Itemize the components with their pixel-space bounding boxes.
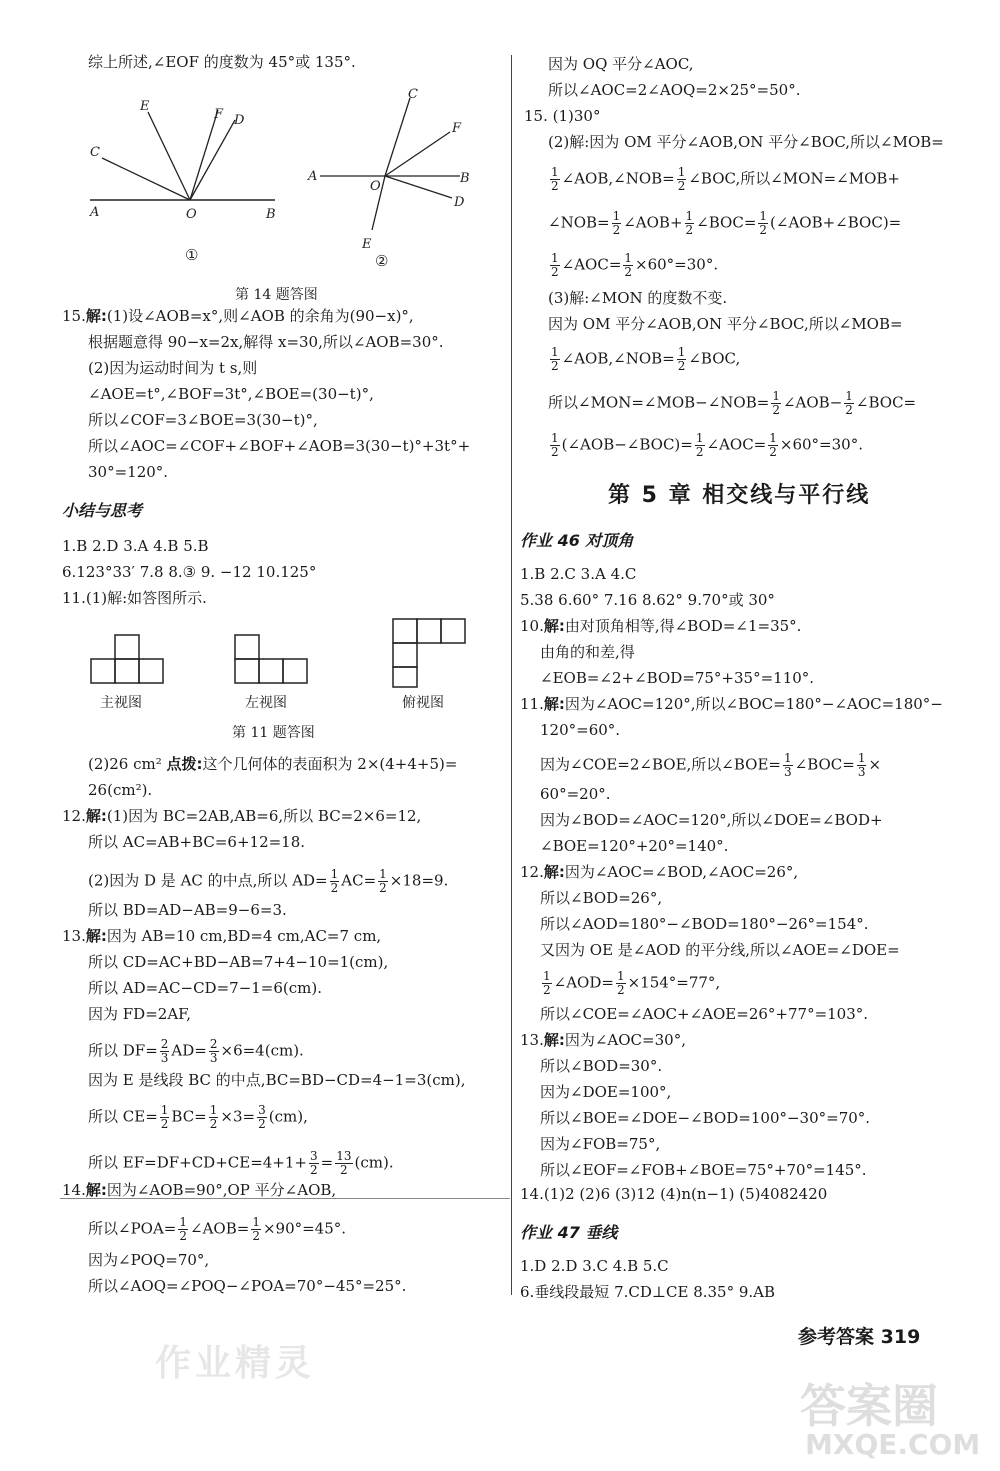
label-f2: F <box>452 121 462 136</box>
view-label-front: 主视图 <box>100 695 142 711</box>
page-number: 319 <box>880 1326 921 1348</box>
text-line: ∠BOE=120°+20°=140°. <box>540 837 729 855</box>
section-title: 小结与思考 <box>62 501 143 520</box>
text-line: 6.垂线段最短 7.CD⊥CE 8.35° 9.AB <box>520 1283 776 1301</box>
text-line: 所以 BD=AD−AB=9−6=3. <box>88 901 287 919</box>
text-line: 12.解:(1)因为 BC=2AB,AB=6,所以 BC=2×6=12, <box>62 807 422 825</box>
text-line: (2)因为运动时间为 t s,则 <box>88 359 258 377</box>
section-title: 作业 47 垂线 <box>520 1223 618 1242</box>
fraction: $\frac{1}{2}$ <box>695 431 704 459</box>
watermark-left: 作业精灵 <box>155 1343 316 1384</box>
text-line: 30°=120°. <box>88 463 169 481</box>
page-footer <box>798 1322 920 1349</box>
label-b1: B <box>266 207 276 222</box>
fraction: $\frac{13}{2}$ <box>336 1149 352 1177</box>
text-line: 所以 AC=AB+BC=6+12=18. <box>88 833 306 851</box>
text-line: 11.解:因为∠AOC=120°,所以∠BOC=180°−∠AOC=180°− <box>520 695 943 713</box>
text-line: 所以 CD=AC+BD−AB=7+4−10=1(cm), <box>88 953 389 971</box>
fraction: $\frac{1}{2}$ <box>845 389 853 417</box>
label-a1: A <box>90 205 100 220</box>
text-line: (2)因为 D 是 AC 的中点,所以 AD= $\frac{1}{2}$ AC= $\frac{1}{2}$ ×18=9. <box>88 867 449 895</box>
text-line: 1.D 2.D 3.C 4.B 5.C <box>520 1257 669 1275</box>
text-line: 1.B 2.D 3.A 4.B 5.B <box>62 537 209 555</box>
text-line: 由角的和差,得 <box>540 643 635 661</box>
text-line: $\frac{1}{2}$ ∠AOB,∠NOB= $\frac{1}{2}$ ∠BOC,所以∠MON=∠MOB+ <box>551 165 900 193</box>
fraction: $\frac{1}{2}$ <box>379 867 387 895</box>
fraction: $\frac{1}{2}$ <box>759 209 768 237</box>
watermark-right: 答案圈 <box>800 1379 938 1433</box>
text-line: (2)26 cm² 点拨:这个几何体的表面积为 2×(4+4+5)= <box>88 755 458 773</box>
footer-label: 参考答案 <box>798 1326 875 1348</box>
fraction: $\frac{1}{3}$ <box>857 751 866 779</box>
fraction: $\frac{1}{2}$ <box>551 165 559 193</box>
text-line: 所以 DF= $\frac{2}{3}$ AD= $\frac{2}{3}$ ×6=4(cm). <box>88 1037 304 1065</box>
fraction: $\frac{1}{2}$ <box>612 209 621 237</box>
text-line: 13.解:因为 AB=10 cm,BD=4 cm,AC=7 cm, <box>62 927 382 945</box>
section-title: 作业 46 对顶角 <box>520 531 634 550</box>
figure-11 <box>85 615 485 690</box>
text-line: 60°=20°. <box>540 785 611 803</box>
figure-14 <box>80 80 500 270</box>
text-line: $\frac{1}{2}$ (∠AOB−∠BOC)= $\frac{1}{2}$ ∠AOC= $\frac{1}{2}$ ×60°=30°. <box>551 431 863 459</box>
text-line: 综上所述,∠EOF 的度数为 45°或 135°. <box>88 53 356 71</box>
text-line: 1.B 2.C 3.A 4.C <box>520 565 637 583</box>
text-line: 13.解:因为∠AOC=30°, <box>520 1031 686 1049</box>
label-fig-one: ① <box>185 246 199 264</box>
fraction: $\frac{1}{2}$ <box>551 345 559 373</box>
chapter-title: 第 5 章 相交线与平行线 <box>608 483 871 508</box>
figure-caption: 第 14 题答图 <box>235 287 318 303</box>
fraction: $\frac{1}{2}$ <box>330 867 339 895</box>
text-line: (3)解:∠MON 的度数不变. <box>548 289 728 307</box>
text-line: 所以∠POA= $\frac{1}{2}$ ∠AOB= $\frac{1}{2}$ ×90°=45°. <box>88 1215 347 1243</box>
text-line: ∠EOB=∠2+∠BOD=75°+35°=110°. <box>540 669 815 687</box>
text-line: 15.解:(1)设∠AOB=x°,则∠AOB 的余角为(90−x)°, <box>62 307 414 325</box>
label-c2: C <box>408 87 418 102</box>
text-line: 10.解:由对顶角相等,得∠BOD=∠1=35°. <box>520 617 802 635</box>
text-line: 14.(1)2 (2)6 (3)12 (4)n(n−1) (5)4082420 <box>520 1185 828 1203</box>
fraction: $\frac{1}{2}$ <box>772 389 780 417</box>
fraction: $\frac{1}{2}$ <box>551 251 559 279</box>
text-line: 所以∠AOC=∠COF+∠BOF+∠AOB=3(30−t)°+3t°+ <box>88 437 471 455</box>
text-line: 14.解:因为∠AOB=90°,OP 平分∠AOB, <box>62 1181 337 1199</box>
text-line: 因为 OQ 平分∠AOC, <box>548 55 694 73</box>
text-line: 所以∠EOF=∠FOB+∠BOE=75°+70°=145°. <box>540 1161 867 1179</box>
fraction: $\frac{1}{2}$ <box>769 431 777 459</box>
label-e1: E <box>140 99 150 114</box>
watermark-site: MXQE.COM <box>805 1428 981 1461</box>
view-label-top: 俯视图 <box>402 695 444 711</box>
text-line: 因为∠BOD=∠AOC=120°,所以∠DOE=∠BOD+ <box>540 811 883 829</box>
text-line: 12.解:因为∠AOC=∠BOD,∠AOC=26°, <box>520 863 799 881</box>
text-line: 15. (1)30° <box>524 107 601 125</box>
label-c1: C <box>90 145 100 160</box>
column-divider <box>511 55 512 1295</box>
text-line: 因为∠DOE=100°, <box>540 1083 672 1101</box>
text-line: 因为∠POQ=70°, <box>88 1251 210 1269</box>
text-line: (2)解:因为 OM 平分∠AOB,ON 平分∠BOC,所以∠MOB= <box>548 133 944 151</box>
text-line: 所以 AD=AC−CD=7−1=6(cm). <box>88 979 323 997</box>
fraction: $\frac{1}{2}$ <box>677 345 686 373</box>
text-line: 因为 FD=2AF, <box>88 1005 191 1023</box>
fraction: $\frac{2}{3}$ <box>160 1037 169 1065</box>
text-line: 5.38 6.60° 7.16 8.62° 9.70°或 30° <box>520 591 775 609</box>
text-line: 又因为 OE 是∠AOD 的平分线,所以∠AOE=∠DOE= <box>540 941 900 959</box>
text-line: 11.(1)解:如答图所示. <box>62 589 207 607</box>
label-o2: O <box>370 179 381 194</box>
text-line: 所以∠BOD=30°. <box>540 1057 663 1075</box>
label-a2: A <box>308 169 318 184</box>
text-line: 所以 CE= $\frac{1}{2}$ BC= $\frac{1}{2}$ ×3= $\frac{3}{2}$ (cm), <box>88 1103 308 1131</box>
label-b2: B <box>460 171 470 186</box>
text-line: 根据题意得 90−x=2x,解得 x=30,所以∠AOB=30°. <box>88 333 444 351</box>
fraction: $\frac{1}{3}$ <box>783 751 792 779</box>
text-line: ∠NOB= $\frac{1}{2}$ ∠AOB+ $\frac{1}{2}$ ∠BOC= $\frac{1}{2}$ (∠AOB+∠BOC)= <box>548 209 902 237</box>
text-line: 所以∠AOD=180°−∠BOD=180°−26°=154°. <box>540 915 869 933</box>
text-line: ∠AOE=t°,∠BOF=3t°,∠BOE=(30−t)°, <box>88 385 374 403</box>
fraction: $\frac{1}{2}$ <box>551 431 559 459</box>
label-f1: F <box>214 107 224 122</box>
text-line: 所以 EF=DF+CD+CE=4+1+ $\frac{3}{2}$ = $\frac{13}{2}$ (cm). <box>88 1149 394 1177</box>
fraction: $\frac{3}{2}$ <box>258 1103 266 1131</box>
fraction: $\frac{1}{2}$ <box>624 251 633 279</box>
text-line: 所以∠BOD=26°, <box>540 889 663 907</box>
view-label-left: 左视图 <box>245 695 287 711</box>
label-d2: D <box>454 195 465 210</box>
text-line: 所以∠AOC=2∠AOQ=2×25°=50°. <box>548 81 801 99</box>
text-line: 所以∠COE=∠AOC+∠AOE=26°+77°=103°. <box>540 1005 869 1023</box>
fraction: $\frac{2}{3}$ <box>209 1037 218 1065</box>
text-line: 所以∠MON=∠MOB−∠NOB= $\frac{1}{2}$ ∠AOB− $\frac{1}{2}$ ∠BOC= <box>548 389 917 417</box>
fraction: $\frac{1}{2}$ <box>677 165 686 193</box>
fraction: $\frac{1}{2}$ <box>252 1215 260 1243</box>
label-o1: O <box>186 207 197 222</box>
fraction: $\frac{1}{2}$ <box>543 969 551 997</box>
label-fig-two: ② <box>375 252 389 270</box>
fraction: $\frac{1}{2}$ <box>179 1215 188 1243</box>
label-e2: E <box>362 237 372 252</box>
fraction: $\frac{3}{2}$ <box>310 1149 318 1177</box>
text-line: 因为∠COE=2∠BOE,所以∠BOE= $\frac{1}{3}$ ∠BOC= $\frac{1}{3}$ × <box>540 751 882 779</box>
text-line: $\frac{1}{2}$ ∠AOB,∠NOB= $\frac{1}{2}$ ∠BOC, <box>551 345 741 373</box>
text-line: 因为∠FOB=75°, <box>540 1135 661 1153</box>
fraction: $\frac{1}{2}$ <box>685 209 694 237</box>
label-d1: D <box>234 113 245 128</box>
figure-caption: 第 11 题答图 <box>232 725 315 741</box>
text-line: 26(cm²). <box>88 781 153 799</box>
text-line: 6.123°33′ 7.8 8.③ 9. −12 10.125° <box>62 563 317 581</box>
text-line: $\frac{1}{2}$ ∠AOC= $\frac{1}{2}$ ×60°=30°. <box>551 251 719 279</box>
text-line: $\frac{1}{2}$ ∠AOD= $\frac{1}{2}$ ×154°=77°, <box>543 969 721 997</box>
text-line: 所以∠AOQ=∠POQ−∠POA=70°−45°=25°. <box>88 1277 407 1295</box>
fraction: $\frac{1}{2}$ <box>160 1103 169 1131</box>
text-line: 因为 E 是线段 BC 的中点,BC=BD−CD=4−1=3(cm), <box>88 1071 466 1089</box>
fraction: $\frac{1}{2}$ <box>616 969 625 997</box>
text-line: 因为 OM 平分∠AOB,ON 平分∠BOC,所以∠MOB= <box>548 315 903 333</box>
text-line: 所以∠COF=3∠BOE=3(30−t)°, <box>88 411 318 429</box>
text-line: 所以∠BOE=∠DOE−∠BOD=100°−30°=70°. <box>540 1109 871 1127</box>
fraction: $\frac{1}{2}$ <box>209 1103 218 1131</box>
text-line: 120°=60°. <box>540 721 621 739</box>
